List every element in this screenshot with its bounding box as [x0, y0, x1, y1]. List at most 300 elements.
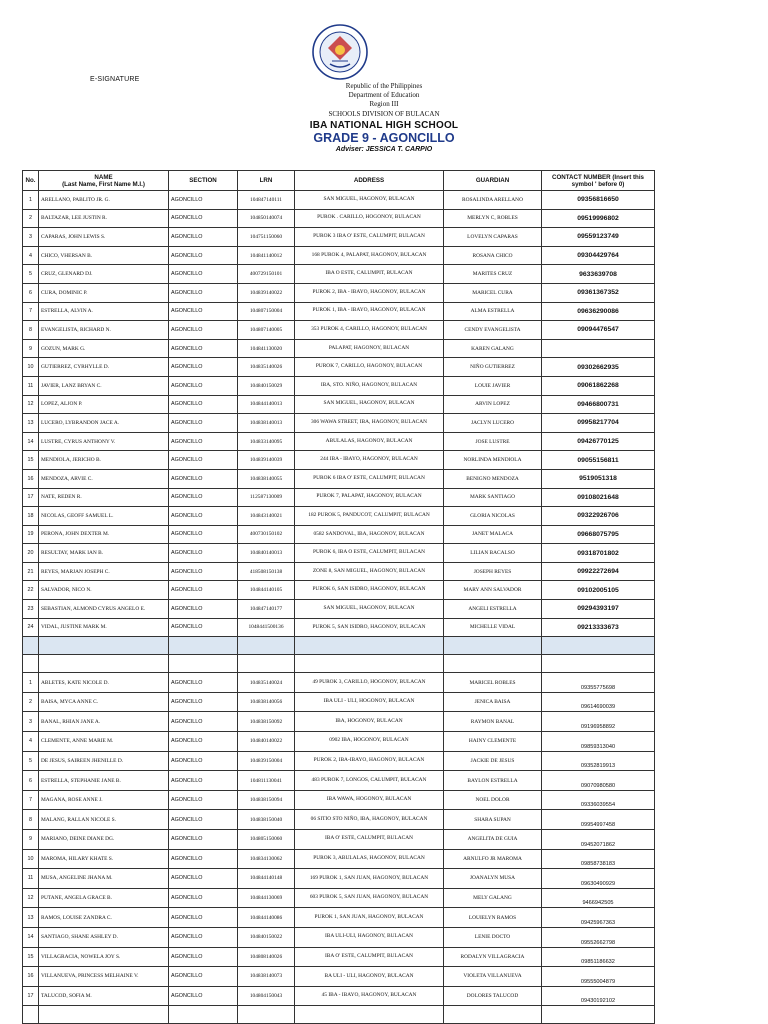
row-number-cell: 22: [23, 581, 39, 600]
row-number-cell: 7: [23, 790, 39, 810]
table-row: [23, 810, 655, 830]
row-number-cell: 17: [23, 986, 39, 1006]
student-name-cell: PUTANE, ANGELA GRACE B.: [39, 888, 169, 908]
section-cell: AGONCILLO: [169, 469, 238, 488]
section-cell: AGONCILLO: [169, 358, 238, 377]
table-row: [23, 246, 655, 265]
guardian-cell: MARICEL ROBLES: [444, 673, 542, 693]
section-cell: AGONCILLO: [169, 191, 238, 210]
guardian-cell: MARITES CRUZ: [444, 265, 542, 284]
table-row: [23, 228, 655, 247]
guardian-cell: MARICEL CURA: [444, 283, 542, 302]
address-cell: IBA ULI-ULI, HAGONOY, BULACAN: [295, 927, 444, 947]
guardian-cell: JACKIE DE JESUS: [444, 751, 542, 771]
table-row: [23, 191, 655, 210]
row-number-cell: 16: [23, 967, 39, 987]
contact-number-cell: 09356816650: [542, 191, 655, 210]
row-number-cell: 9: [23, 339, 39, 358]
section-cell: AGONCILLO: [169, 488, 238, 507]
address-cell: PUROK . CARILLO, HOGONOY, BULACAN: [295, 209, 444, 228]
guardian-cell: DOLORES TALUCOD: [444, 986, 542, 1006]
address-cell: PUROK 1, IBA - IBAYO, HAGONOY, BULACAN: [295, 302, 444, 321]
table-row: [23, 544, 655, 563]
row-number-cell: 1: [23, 673, 39, 693]
row-number-cell: 6: [23, 771, 39, 791]
address-cell: PUROK 7, PALAPAT, HAGONOY, BULACAN: [295, 488, 444, 507]
guardian-cell: ALMA ESTRELLA: [444, 302, 542, 321]
address-cell: SAN MIGUEL, HAGONOY, BULACAN: [295, 191, 444, 210]
table-row: [23, 869, 655, 889]
empty-cell: [238, 637, 295, 655]
contact-number-cell: 09851186632: [542, 947, 655, 967]
address-cell: PUROK 7, CARILLO, HAGONOY, BULACAN: [295, 358, 444, 377]
lrn-cell: 1048441500136: [238, 618, 295, 637]
contact-number-cell: [542, 339, 655, 358]
contact-number-cell: 09552662798: [542, 927, 655, 947]
lrn-cell: 104839140039: [238, 451, 295, 470]
lrn-cell: 104834130062: [238, 849, 295, 869]
section-cell: AGONCILLO: [169, 908, 238, 928]
lrn-cell: 104840150029: [238, 376, 295, 395]
row-number-cell: 15: [23, 451, 39, 470]
student-name-cell: MENDOZA, ARVIE C.: [39, 469, 169, 488]
student-name-cell: JAVIER, LANZ BRYAN C.: [39, 376, 169, 395]
empty-cell: [444, 637, 542, 655]
contact-number-cell: 09430192102: [542, 986, 655, 1006]
guardian-cell: ANGELITA DE GUIA: [444, 830, 542, 850]
row-number-cell: 17: [23, 488, 39, 507]
row-number-cell: 9: [23, 830, 39, 850]
section-cell: AGONCILLO: [169, 967, 238, 987]
class-roster-table: [22, 170, 655, 1024]
row-number-cell: 3: [23, 228, 39, 247]
contact-number-cell: 09630490929: [542, 869, 655, 889]
section-cell: AGONCILLO: [169, 302, 238, 321]
guardian-cell: JOSEPH REYES: [444, 562, 542, 581]
guardian-cell: VIOLETA VILLANUEVA: [444, 967, 542, 987]
address-cell: ZONE 8, SAN MIGUEL, HAGONOY, BULACAN: [295, 562, 444, 581]
section-cell: AGONCILLO: [169, 830, 238, 850]
row-number-cell: 11: [23, 376, 39, 395]
student-name-cell: LUCERO, LYBRANDON JACE A.: [39, 414, 169, 433]
student-name-cell: ABLETES, KATE NICOLE D.: [39, 673, 169, 693]
table-row: [23, 581, 655, 600]
group-separator-row: [23, 637, 655, 655]
address-cell: 483 PUROK 7, LONGOS, CALUMPIT, BULACAN: [295, 771, 444, 791]
row-number-cell: 13: [23, 908, 39, 928]
lrn-cell: 104841130020: [238, 339, 295, 358]
address-cell: 603 PUROK 5, SAN JUAN, HAGONOY, BULACAN: [295, 888, 444, 908]
table-row: [23, 265, 655, 284]
address-cell: PUROK 3 IBA O' ESTE, CALUMPIT, BULACAN: [295, 228, 444, 247]
address-cell: 169 PUROK 1, SAN JUAN, HAGONOY, BULACAN: [295, 869, 444, 889]
student-name-cell: CHICO, VHERSAN B.: [39, 246, 169, 265]
section-cell: AGONCILLO: [169, 600, 238, 619]
address-cell: PUROK 3, ABULALAS, HAGONOY, BULACAN: [295, 849, 444, 869]
address-cell: PUROK 5, SAN ISIDRO, HAGONOY, BULACAN: [295, 618, 444, 637]
row-number-cell: 23: [23, 600, 39, 619]
row-number-cell: 11: [23, 869, 39, 889]
section-cell: AGONCILLO: [169, 869, 238, 889]
contact-number-cell: 09958217704: [542, 414, 655, 433]
lrn-cell: 104838140056: [238, 692, 295, 712]
section-cell: AGONCILLO: [169, 376, 238, 395]
empty-cell: [39, 637, 169, 655]
table-row: [23, 732, 655, 752]
header-guardian: GUARDIAN: [444, 171, 542, 191]
grade-section-title: GRADE 9 - AGONCILLO: [313, 130, 455, 145]
row-number-cell: 8: [23, 321, 39, 340]
header-section: SECTION: [169, 171, 238, 191]
contact-number-cell: 09636290086: [542, 302, 655, 321]
address-cell: PALAPAT, HAGONOY, BULACAN: [295, 339, 444, 358]
guardian-cell: MARK SANTIAGO: [444, 488, 542, 507]
lrn-cell: 104804150043: [238, 986, 295, 1006]
lrn-cell: 104811130041: [238, 771, 295, 791]
row-number-cell: 14: [23, 432, 39, 451]
table-row: [23, 525, 655, 544]
contact-number-cell: 09452071862: [542, 830, 655, 850]
student-name-cell: BAISA, MYCA ANNE C.: [39, 692, 169, 712]
contact-number-cell: 09466800731: [542, 395, 655, 414]
student-name-cell: LUSTRE, CYRUS ANTHONY V.: [39, 432, 169, 451]
student-name-cell: ESTRELLA, STEPHANIE JANE B.: [39, 771, 169, 791]
section-cell: AGONCILLO: [169, 246, 238, 265]
empty-cell: [542, 1006, 655, 1024]
address-cell: IBA O' ESTE, CALUMPIT, BULACAN: [295, 947, 444, 967]
student-name-cell: EVANGELISTA, RICHARD N.: [39, 321, 169, 340]
contact-number-cell: 09070980580: [542, 771, 655, 791]
lrn-cell: 104840140013: [238, 544, 295, 563]
section-cell: AGONCILLO: [169, 986, 238, 1006]
lrn-cell: 104844130069: [238, 888, 295, 908]
address-cell: PUROK 1, SAN JUAN, HAGONOY, BULACAN: [295, 908, 444, 928]
contact-number-cell: 09061862268: [542, 376, 655, 395]
row-number-cell: 21: [23, 562, 39, 581]
guardian-cell: HAINY CLEMENTE: [444, 732, 542, 752]
student-name-cell: DE JESUS, SAIREEN JHENILLE D.: [39, 751, 169, 771]
empty-cell: [295, 637, 444, 655]
header-name-title: NAME: [94, 173, 113, 181]
guardian-cell: BENIGNO MENDOZA: [444, 469, 542, 488]
empty-cell: [23, 655, 39, 673]
empty-cell: [169, 1006, 238, 1024]
table-row: [23, 618, 655, 637]
contact-number-cell: 09322926706: [542, 507, 655, 526]
student-name-cell: VIDAL, JUSTINE MARK M.: [39, 618, 169, 637]
contact-number-cell: 09859313040: [542, 732, 655, 752]
table-row: [23, 321, 655, 340]
header-name: [39, 171, 169, 191]
table-row: [23, 790, 655, 810]
guardian-cell: LILIAN BACALSO: [444, 544, 542, 563]
empty-cell: [238, 1006, 295, 1024]
student-name-cell: MAGANA, ROSE ANNE J.: [39, 790, 169, 810]
guardian-cell: KAREN GALANG: [444, 339, 542, 358]
row-number-cell: 4: [23, 246, 39, 265]
table-row: [23, 673, 655, 693]
lrn-cell: 104838150040: [238, 810, 295, 830]
lrn-cell: 104838150092: [238, 712, 295, 732]
table-header-row: [23, 171, 655, 191]
guardian-cell: ARVIN LOPEZ: [444, 395, 542, 414]
student-name-cell: SANTIAGO, SHANE ASHLEY D.: [39, 927, 169, 947]
row-number-cell: 12: [23, 395, 39, 414]
student-name-cell: CURA, DOMINIC P.: [39, 283, 169, 302]
row-number-cell: 19: [23, 525, 39, 544]
section-cell: AGONCILLO: [169, 712, 238, 732]
row-number-cell: 1: [23, 191, 39, 210]
student-name-cell: GUTIERREZ, CYRHYLLE D.: [39, 358, 169, 377]
student-name-cell: CRUZ, GLENARD DJ.: [39, 265, 169, 284]
lrn-cell: 104840150022: [238, 927, 295, 947]
contact-number-cell: 09361367352: [542, 283, 655, 302]
guardian-cell: LOUIE JAVIER: [444, 376, 542, 395]
lrn-cell: 104844140013: [238, 395, 295, 414]
guardian-cell: ROSANA CHICO: [444, 246, 542, 265]
student-name-cell: VILLANUEVA, PRINCESS MELHAINE V.: [39, 967, 169, 987]
address-cell: IBA O' ESTE, CALUMPIT, BULACAN: [295, 830, 444, 850]
section-cell: AGONCILLO: [169, 810, 238, 830]
lrn-cell: 104807150004: [238, 302, 295, 321]
lrn-cell: 104838140013: [238, 414, 295, 433]
table-row: [23, 692, 655, 712]
e-signature-label: E-SIGNATURE: [90, 76, 140, 83]
header-contact: CONTACT NUMBER (Insert this symbol ' before 0): [542, 171, 655, 191]
contact-number-cell: 9633639708: [542, 265, 655, 284]
section-cell: AGONCILLO: [169, 265, 238, 284]
address-cell: PUROK 2, IBA - IBAYO, HAGONOY, BULACAN: [295, 283, 444, 302]
contact-number-cell: 09922272694: [542, 562, 655, 581]
contact-number-cell: 09336039554: [542, 790, 655, 810]
table-row: [23, 967, 655, 987]
table-row: [23, 339, 655, 358]
address-cell: 182 PUROK 5, PANDUCOT, CALUMPIT, BULACAN: [295, 507, 444, 526]
table-row: [23, 771, 655, 791]
lrn-cell: 104844140086: [238, 908, 295, 928]
row-number-cell: 2: [23, 692, 39, 712]
row-number-cell: 12: [23, 888, 39, 908]
table-row: [23, 927, 655, 947]
lrn-cell: 104833140095: [238, 432, 295, 451]
header-lrn: LRN: [238, 171, 295, 191]
guardian-cell: LOVELYN CAPARAS: [444, 228, 542, 247]
table-row: [23, 751, 655, 771]
section-cell: AGONCILLO: [169, 228, 238, 247]
lrn-cell: 104808140026: [238, 947, 295, 967]
address-cell: PUROK 2, IBA-IBAYO, HAGONOY, BULACAN: [295, 751, 444, 771]
row-number-cell: 6: [23, 283, 39, 302]
header-line-department: Department of Education: [348, 91, 420, 100]
contact-number-cell: 09102005105: [542, 581, 655, 600]
section-cell: AGONCILLO: [169, 339, 238, 358]
header-line-region: Region III: [369, 100, 399, 109]
student-name-cell: BALTAZAR, LEE JUSTIN R.: [39, 209, 169, 228]
student-name-cell: MAROMA, HILARY KHATE S.: [39, 849, 169, 869]
contact-number-cell: 09304429764: [542, 246, 655, 265]
student-name-cell: MARIANO, DEINE DIANE DG.: [39, 830, 169, 850]
lrn-cell: 104839140022: [238, 283, 295, 302]
guardian-cell: NOEL DOLOR: [444, 790, 542, 810]
address-cell: BA ULI - ULI, HAGONOY, BULACAN: [295, 967, 444, 987]
row-number-cell: 2: [23, 209, 39, 228]
contact-number-cell: 09614690039: [542, 692, 655, 712]
table-row: [23, 414, 655, 433]
lrn-cell: 400729150101: [238, 265, 295, 284]
section-cell: AGONCILLO: [169, 395, 238, 414]
guardian-cell: BAYLON ESTRELLA: [444, 771, 542, 791]
table-row: [23, 432, 655, 451]
section-cell: AGONCILLO: [169, 321, 238, 340]
empty-cell: [238, 655, 295, 673]
contact-number-cell: 09352819913: [542, 751, 655, 771]
lrn-cell: 104805150060: [238, 830, 295, 850]
guardian-cell: JENICA BAISA: [444, 692, 542, 712]
blank-row: [23, 655, 655, 673]
address-cell: 0902 IBA, HOGONOY, BULACAN: [295, 732, 444, 752]
guardian-cell: NIÑO GUTIERREZ: [444, 358, 542, 377]
school-name: IBA NATIONAL HIGH SCHOOL: [309, 119, 459, 131]
address-cell: IBA ULI - ULI, HOGONOY, BULACAN: [295, 692, 444, 712]
address-cell: 244 IBA - IBAYO, HAGONOY, BULACAN: [295, 451, 444, 470]
lrn-cell: 418508150138: [238, 562, 295, 581]
guardian-cell: ROSALINDA ARELLANO: [444, 191, 542, 210]
empty-cell: [169, 637, 238, 655]
student-name-cell: CLEMENTE, ANNE MARIE M.: [39, 732, 169, 752]
header-line-division: SCHOOLS DIVISION OF BULACAN: [328, 109, 440, 118]
lrn-cell: 104844140105: [238, 581, 295, 600]
address-cell: PUROK 6 IBA O' ESTE, CALUMPIT, BULACAN: [295, 469, 444, 488]
table-row: [23, 376, 655, 395]
row-number-cell: 20: [23, 544, 39, 563]
section-cell: AGONCILLO: [169, 507, 238, 526]
empty-cell: [542, 655, 655, 673]
section-cell: AGONCILLO: [169, 947, 238, 967]
contact-number-cell: 09294393197: [542, 600, 655, 619]
header-name-format: (Last Name, First Name M.I.): [62, 180, 145, 188]
student-name-cell: MALANG, RALLAN NICOLE S.: [39, 810, 169, 830]
student-name-cell: TALUCOD, SOFIA M.: [39, 986, 169, 1006]
guardian-cell: JACLYN LUCERO: [444, 414, 542, 433]
lrn-cell: 104835140026: [238, 358, 295, 377]
empty-cell: [23, 637, 39, 655]
student-name-cell: LOPEZ, ALJON P.: [39, 395, 169, 414]
lrn-cell: 104838140073: [238, 967, 295, 987]
student-name-cell: RESULTAY, MARK IAN B.: [39, 544, 169, 563]
section-cell: AGONCILLO: [169, 525, 238, 544]
lrn-cell: 104835140024: [238, 673, 295, 693]
table-row: [23, 395, 655, 414]
section-cell: AGONCILLO: [169, 283, 238, 302]
address-cell: 168 PUROK 4, PALAPAT, HAGONOY, BULACAN: [295, 246, 444, 265]
empty-cell: [295, 1006, 444, 1024]
contact-number-cell: 09954997458: [542, 810, 655, 830]
guardian-cell: MELY GALANG: [444, 888, 542, 908]
contact-number-cell: 09559123749: [542, 228, 655, 247]
contact-number-cell: 09519996802: [542, 209, 655, 228]
table-row: [23, 830, 655, 850]
guardian-cell: ARNULFO JR MAROMA: [444, 849, 542, 869]
student-name-cell: GOZUN, MARK G.: [39, 339, 169, 358]
blank-row: [23, 1006, 655, 1024]
address-cell: ABULALAS, HAGONOY, BULACAN: [295, 432, 444, 451]
lrn-cell: 104807140005: [238, 321, 295, 340]
guardian-cell: LOUIELYN RAMOS: [444, 908, 542, 928]
section-cell: AGONCILLO: [169, 209, 238, 228]
address-cell: IBA, HOGONOY, BULACAN: [295, 712, 444, 732]
lrn-cell: 104843140021: [238, 507, 295, 526]
lrn-cell: 104850140074: [238, 209, 295, 228]
empty-cell: [169, 655, 238, 673]
section-cell: AGONCILLO: [169, 927, 238, 947]
table-row: [23, 209, 655, 228]
section-cell: AGONCILLO: [169, 414, 238, 433]
row-number-cell: 18: [23, 507, 39, 526]
lrn-cell: 104844140148: [238, 869, 295, 889]
address-cell: 45 IBA - IBAYO, HAGONOY, BULACAN: [295, 986, 444, 1006]
guardian-cell: ANGELI ESTRELLA: [444, 600, 542, 619]
table-row: [23, 507, 655, 526]
address-cell: 49 PUROK 3, CARILLO, HOGONOY, BULACAN: [295, 673, 444, 693]
row-number-cell: 5: [23, 751, 39, 771]
student-name-cell: NICOLAS, GEOFF SAMUEL L.: [39, 507, 169, 526]
lrn-cell: 104847140111: [238, 191, 295, 210]
section-cell: AGONCILLO: [169, 888, 238, 908]
lrn-cell: 104839150004: [238, 751, 295, 771]
guardian-cell: GLORIA NICOLAS: [444, 507, 542, 526]
table-row: [23, 908, 655, 928]
student-name-cell: SEBASTIAN, ALMOND CYRUS ANGELO E.: [39, 600, 169, 619]
row-number-cell: 24: [23, 618, 39, 637]
section-cell: AGONCILLO: [169, 771, 238, 791]
contact-number-cell: 09094476547: [542, 321, 655, 340]
section-cell: AGONCILLO: [169, 849, 238, 869]
student-name-cell: ARELLANO, PABLITO JR. G.: [39, 191, 169, 210]
guardian-cell: MERLYN C, ROBLES: [444, 209, 542, 228]
header-address: ADDRESS: [295, 171, 444, 191]
student-name-cell: BANAL, RHIAN JANE A.: [39, 712, 169, 732]
table-row: [23, 600, 655, 619]
table-row: [23, 712, 655, 732]
guardian-cell: NORLINDA MENDIOLA: [444, 451, 542, 470]
section-cell: AGONCILLO: [169, 432, 238, 451]
empty-cell: [444, 1006, 542, 1024]
contact-number-cell: 09213333673: [542, 618, 655, 637]
empty-cell: [39, 655, 169, 673]
contact-number-cell: 9466942505: [542, 888, 655, 908]
section-cell: AGONCILLO: [169, 732, 238, 752]
lrn-cell: 104841140012: [238, 246, 295, 265]
row-number-cell: 14: [23, 927, 39, 947]
table-row: [23, 488, 655, 507]
address-cell: 353 PUROK 4, CARILLO, HAGONOY, BULACAN: [295, 321, 444, 340]
contact-number-cell: 09055156811: [542, 451, 655, 470]
address-cell: IBA O ESTE, CALUMPIT, BULACAN: [295, 265, 444, 284]
section-cell: AGONCILLO: [169, 451, 238, 470]
contact-number-cell: 09108021648: [542, 488, 655, 507]
lrn-cell: 112587130009: [238, 488, 295, 507]
lrn-cell: 104847140177: [238, 600, 295, 619]
contact-number-cell: 09668075795: [542, 525, 655, 544]
row-number-cell: 3: [23, 712, 39, 732]
section-cell: AGONCILLO: [169, 673, 238, 693]
contact-number-cell: 9519051318: [542, 469, 655, 488]
guardian-cell: LENIE DOCTO: [444, 927, 542, 947]
empty-cell: [542, 637, 655, 655]
empty-cell: [444, 655, 542, 673]
address-cell: PUROK 6, SAN ISIDRO, HAGONOY, BULACAN: [295, 581, 444, 600]
row-number-cell: 4: [23, 732, 39, 752]
